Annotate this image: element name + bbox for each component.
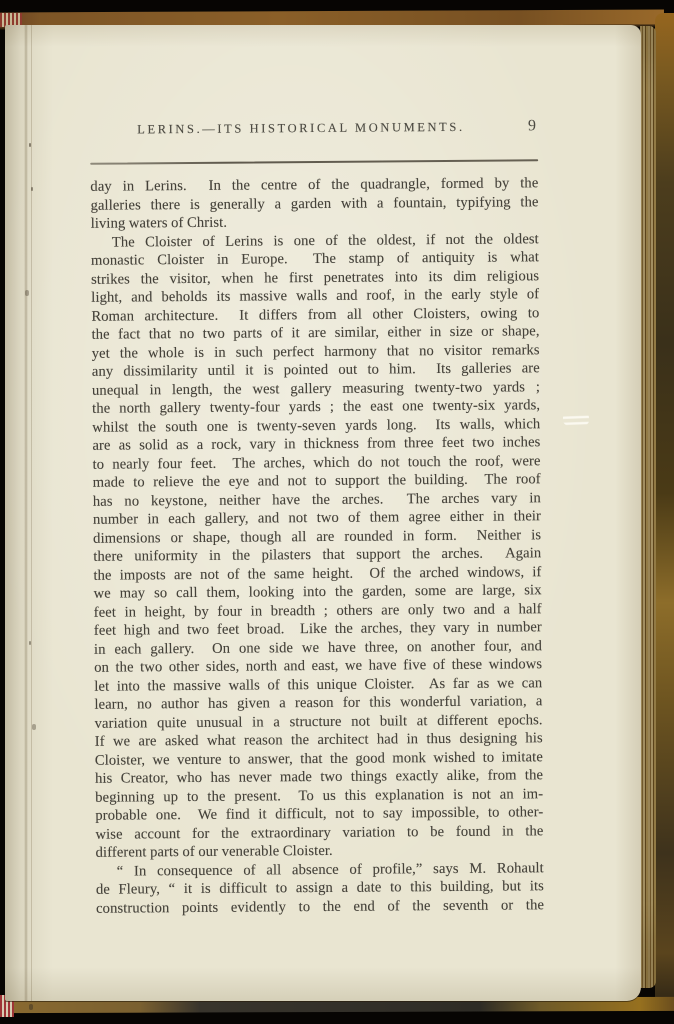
text-line: the imposts are not of the same height. Of the arched windows, if	[93, 563, 542, 584]
gutter-fold-shadow	[24, 25, 28, 1001]
text-line: galleries there is generally a garden with a fountain, typifying the	[90, 193, 539, 214]
text-line: whilst the south one is twenty-seven yards long. Its walls, which	[92, 415, 541, 436]
paragraph	[90, 174, 538, 233]
text-line: strikes the visitor, when he first penetrates into its dim religious	[91, 267, 540, 288]
text-line: in each gallery. On one side we have three, on another four, and	[93, 637, 543, 658]
page-content	[90, 119, 544, 917]
text-line: made to relieve the eye and not to support the building. The roof	[92, 471, 541, 491]
text-line: day in Lerins. In the centre of the quadrangle, formed by the	[90, 175, 539, 195]
book-page-edges	[640, 26, 656, 988]
text-line: are as solid as a rock, vary in thickness from three feet two inches	[92, 434, 541, 454]
running-header	[90, 119, 538, 149]
text-line: If we are asked what reason the architect had in thus designing his	[94, 730, 543, 750]
text-line: Roman architecture. It differs from all other Cloisters, owing to	[91, 304, 540, 325]
text-line: living waters of Christ.	[90, 214, 228, 232]
paragraph	[91, 230, 544, 862]
text-line: Cloister, we venture to answer, that the good monk wished to imitate	[94, 748, 543, 769]
text-line: any dissimilarity until it is pointed out to him. Its galleries are	[91, 360, 540, 380]
gutter-fold-line	[31, 25, 32, 1001]
book-page	[5, 25, 641, 1001]
text-line: wise account for the extraordinary variation to be found in the	[95, 822, 544, 843]
book-cover-right	[655, 13, 674, 1011]
text-line: “ In consequence of all absence of profile,” says M. Rohault	[116, 859, 544, 880]
text-line: has no keystone, neither have the arches. The arches vary in	[92, 489, 541, 510]
text-line: monastic Cloister in Europe. The stamp of antiquity is what	[90, 249, 540, 269]
text-line: we may so call them, looking into the garden, some are large, six	[93, 582, 542, 602]
text-line: light, and beholds its massive walls and roof, in the early style of	[91, 286, 540, 306]
text-line: The Cloister of Lerins is one of the oldest, if not the oldest	[111, 230, 539, 251]
text-line: feet high and two feet broad. Like the arches, they vary in number	[93, 619, 542, 639]
page-text	[90, 174, 544, 917]
text-line: there uniformity in the pilasters that support the arches. Again	[93, 545, 542, 565]
text-line: to nearly four feet. The arches, which do not touch the roof, were	[92, 452, 541, 473]
running-header-title: LERINS.—ITS HISTORICAL MONUMENTS.	[137, 119, 465, 137]
text-line: unequal in length, the west gallery measuring twenty-two yards ;	[91, 378, 541, 399]
scan-specks	[29, 143, 31, 147]
text-line: beginning up to the present. To us this explanation is not an im-	[95, 785, 544, 806]
text-line: learn, no author has given a reason for this wonderful variation, a	[94, 693, 543, 713]
page-number: 9	[527, 117, 536, 135]
paper-smudge	[563, 411, 589, 427]
text-line: the north gallery twenty-four yards ; the east one twenty-six yards,	[92, 397, 541, 417]
text-line: different parts of our venerable Cloister.	[95, 842, 333, 861]
text-line: feet in height, by four in breadth ; others are only two and a half	[93, 600, 542, 621]
paragraph	[96, 859, 544, 918]
header-rule	[90, 159, 538, 165]
text-line: on the two other sides, north and east, we have five of these windows	[94, 656, 543, 676]
text-line: let into the massive walls of this unique Cloister. As far as we can	[94, 674, 543, 695]
text-line: variation quite unusual in a structure not built at different epochs.	[94, 711, 543, 732]
text-line: dimensions or shape, though all are rounded in form. Neither is	[93, 526, 542, 547]
text-line: de Fleury, “ it is difficult to assign a date to this building, but its	[95, 878, 544, 898]
text-line: the fact that no two parts of it are similar, either in size or shape,	[91, 323, 540, 343]
text-line: yet the whole is in such perfect harmony that no visitor remarks	[91, 341, 540, 362]
text-line: construction points evidently to the end of the seventh or the	[95, 896, 545, 917]
text-line: probable one. We find it difficult, not to say impossible, to other-	[95, 804, 544, 824]
text-line: number in each gallery, and not two of them agree either in their	[92, 508, 542, 528]
text-line: his Creator, who has never made two things exactly alike, from the	[94, 767, 544, 787]
